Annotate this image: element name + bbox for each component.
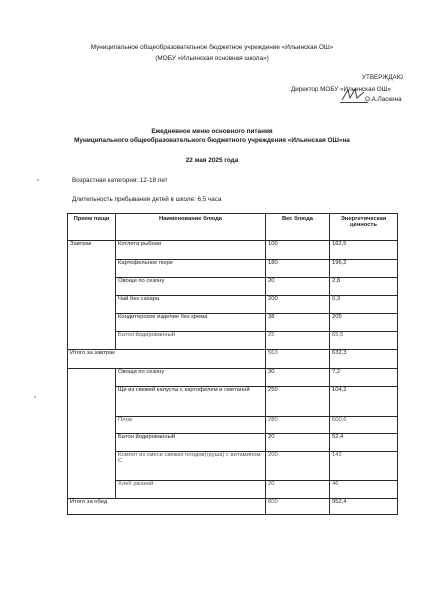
dish-weight: 30 (266, 369, 330, 387)
table-row-total (68, 499, 398, 515)
meal-breakfast: Завтрак (68, 241, 116, 350)
dish-energy: 7,2 (330, 369, 398, 387)
dish-energy: 205 (330, 314, 398, 332)
doc-date: 22 мая 2025 года (185, 157, 239, 164)
dish-name: Овощи по сезону (116, 369, 266, 387)
dish-name: Котлета рыбная (116, 241, 266, 260)
col-energy: Энергетическая ценность (330, 214, 398, 241)
age-category: Возрастная категория: 12-18 лет (72, 177, 168, 184)
table-header-row (68, 214, 398, 241)
dish-name: Плов (116, 417, 266, 434)
dish-weight: 25 (266, 332, 330, 350)
dish-energy: 0,3 (330, 296, 398, 314)
dish-energy: 104,2 (330, 387, 398, 417)
scan-dot (37, 179, 39, 181)
breakfast-total-label: Итого за завтрак (68, 350, 266, 369)
table-row (68, 314, 398, 332)
dish-weight: 20 (266, 434, 330, 452)
lunch-total-label: Итого за обед (68, 499, 266, 515)
dish-name: Овощи по сезону (116, 278, 266, 296)
table-row (68, 481, 398, 499)
table-row (68, 387, 398, 417)
dish-weight: 180 (266, 260, 330, 278)
table-row (68, 296, 398, 314)
table-row (68, 241, 398, 260)
dish-energy: 142 (330, 452, 398, 481)
col-meal: Прием пищи (68, 214, 116, 241)
dish-weight: 100 (266, 241, 330, 260)
meal-lunch (68, 369, 116, 499)
dish-energy: 196,2 (330, 260, 398, 278)
col-dish: Наименование блюда (116, 214, 266, 241)
scan-dot (34, 396, 36, 398)
doc-subtitle: Муниципального общеобразовательного бюджетного учреждения «Ильинская ОШ»на (74, 137, 350, 144)
table-row (68, 332, 398, 350)
table-row (68, 417, 398, 434)
dish-name: Батон йодированный (116, 434, 266, 452)
table-row (68, 278, 398, 296)
lunch-total-weight: 800 (266, 499, 330, 515)
approval-title: УТВЕРЖДАЮ (362, 74, 404, 81)
col-weight: Вес блюда (266, 214, 330, 241)
table-row (68, 434, 398, 452)
school-name: Муниципальное общеобразовательное бюджетное учреждение «Ильинская ОШ» (90, 44, 334, 51)
dish-energy: 46 (330, 481, 398, 499)
dish-energy: 65,5 (330, 332, 398, 350)
dish-weight: 38 (266, 314, 330, 332)
dish-weight: 20 (266, 481, 330, 499)
dish-energy: 162,5 (330, 241, 398, 260)
breakfast-total-energy: 632,3 (330, 350, 398, 369)
table-row-total (68, 350, 398, 369)
dish-name: Батон йодированный (116, 332, 266, 350)
menu-table (67, 213, 398, 515)
dish-weight: 20 (266, 278, 330, 296)
dish-name: Компот из смеси свежих плодов(груша) с витамином С (116, 452, 266, 481)
dish-energy: 52,4 (330, 434, 398, 452)
dish-name: Хлеб ржаной (116, 481, 266, 499)
breakfast-total-weight: 563 (266, 350, 330, 369)
dish-name: Картофельное пюре (116, 260, 266, 278)
table-row (68, 452, 398, 481)
dish-weight: 200 (266, 296, 330, 314)
table-row (68, 369, 398, 387)
doc-title: Ежедневное меню основного питания (151, 128, 273, 135)
school-short-name: (МОБУ «Ильинская основная школа») (155, 55, 269, 62)
signature (340, 86, 368, 103)
stay-duration: Длительность пребывания детей в школе: 6,5 часа (72, 196, 222, 203)
approval-position: Директор МОБУ «Ильинская ОШ» (291, 86, 391, 93)
dish-weight: 280 (266, 417, 330, 434)
approval-name: О.А.Ласкина (365, 96, 402, 103)
lunch-total-energy: 952,4 (330, 499, 398, 515)
dish-energy: 600,6 (330, 417, 398, 434)
dish-name: Кондитерское изделие без крема (116, 314, 266, 332)
dish-energy: 2,8 (330, 278, 398, 296)
dish-weight: 200 (266, 452, 330, 481)
dish-name: Щи из свежей капусты с картофелем и сметаной (116, 387, 266, 417)
table-row (68, 260, 398, 278)
dish-name: Чай без сахара (116, 296, 266, 314)
dish-weight: 250 (266, 387, 330, 417)
